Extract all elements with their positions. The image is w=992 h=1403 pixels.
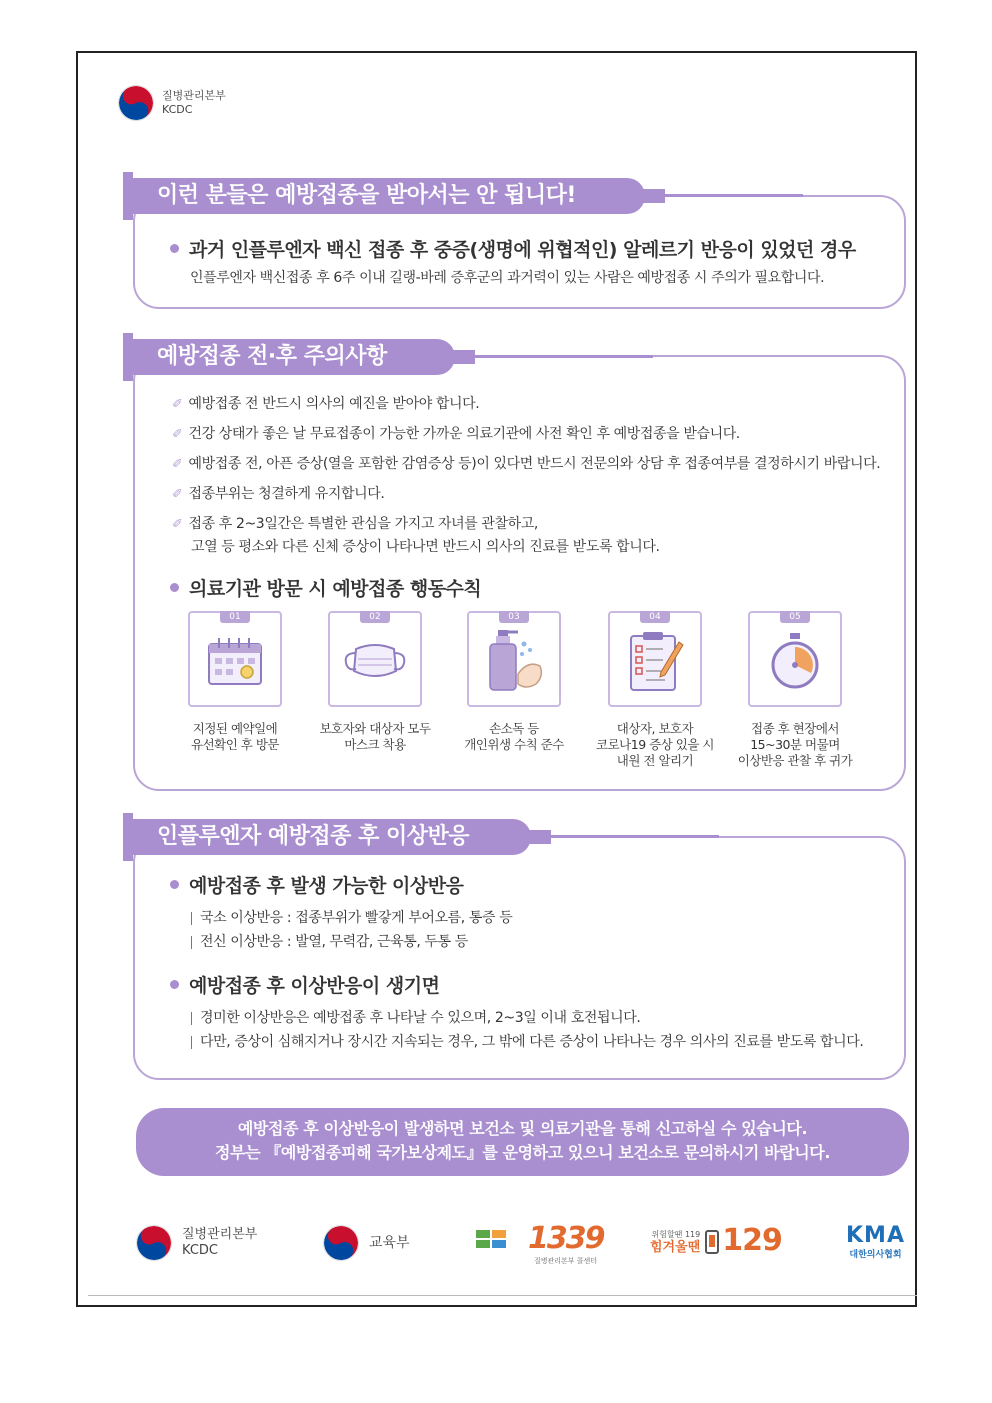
phone-icon (704, 1227, 720, 1255)
page-bottom-rule (88, 1295, 917, 1296)
taegeuk-emblem-icon (136, 1225, 172, 1261)
visit-step-1 (188, 611, 282, 753)
step-number: 02 (360, 611, 390, 623)
taegeuk-emblem-icon (118, 85, 154, 121)
visit-rules-heading: 의료기관 방문 시 예방접종 행동수칙 (170, 574, 481, 601)
syringe-needle (549, 835, 719, 838)
syringe-plunger (123, 172, 133, 220)
contraindication-heading: 과거 인플루엔자 백신 접종 후 중증(생명에 위협적인) 알레르기 반응이 있었던 경우 (170, 235, 856, 262)
footer-moe-logo (323, 1225, 410, 1261)
step-number: 05 (780, 611, 810, 623)
step-number: 01 (220, 611, 250, 623)
syringe-needle-base (453, 350, 475, 364)
footer-129-logo (650, 1223, 782, 1258)
syringe-plunger (123, 333, 133, 381)
step-caption: 손소독 등 개인위생 수칙 준수 (464, 721, 564, 752)
precaution-item: ✐ 예방접종 전 반드시 의사의 예진을 받아야 합니다. (172, 396, 480, 412)
precaution-item: ✐ 접종 후 2~3일간은 특별한 관심을 가지고 자녀를 관찰하고, (172, 516, 538, 532)
precaution-item-continued: 고열 등 평소와 다른 신체 증상이 나타나면 반드시 의사의 진료를 받도록 합니다. (191, 539, 660, 555)
hotline-caption: 질병관리본부 콜센터 (534, 1257, 598, 1265)
possible-reactions-heading: 예방접종 후 발생 가능한 이상반응 (170, 871, 463, 898)
bullet-dot-icon (170, 583, 179, 592)
precautions-title: 예방접종 전·후 주의사항 (133, 339, 455, 375)
reaction-guidance-line: 경미한 이상반응은 예방접종 후 나타날 수 있으며, 2~3일 이내 호전됩니다. (191, 1007, 640, 1027)
checklist-icon (625, 628, 685, 698)
kma-name: 대한의사협회 (849, 1250, 902, 1260)
step-number: 03 (499, 611, 529, 623)
pencil-icon: ✐ (172, 427, 183, 442)
stopwatch-icon (767, 631, 823, 695)
syringe-needle-base (643, 189, 665, 203)
notice-line-1: 예방접종 후 이상반응이 발생하면 보건소 및 의료기관을 통해 신고하실 수 있습니다. (237, 1119, 808, 1138)
reaction-line: 전신 이상반응 : 발열, 무력감, 근육통, 두통 등 (191, 931, 468, 951)
bullet-dot-icon (170, 244, 179, 253)
hotline-number: 1339 (528, 1221, 604, 1256)
step-caption: 보호자와 대상자 모두 마스크 착용 (319, 721, 431, 752)
hand-sanitizer-icon (482, 626, 546, 700)
bullet-dot-icon (170, 880, 179, 889)
contraindication-title: 이런 분들은 예방접종을 받아서는 안 됩니다! (133, 178, 645, 214)
footer-moe-name: 교육부 (369, 1235, 410, 1251)
adverse-reactions-title: 인플루엔자 예방접종 후 이상반응 (133, 819, 531, 855)
pencil-icon: ✐ (172, 457, 183, 472)
syringe-needle (473, 355, 653, 358)
document-page (76, 51, 917, 1307)
step-caption: 접종 후 현장에서 15~30분 머물며 이상반응 관찰 후 귀가 (737, 721, 853, 768)
rescue-big-text: 힘겨울땐 (650, 1239, 701, 1255)
syringe-needle (663, 194, 803, 197)
precaution-item: ✐ 건강 상태가 좋은 날 무료접종이 가능한 가까운 의료기관에 사전 확인 후 예방접종을 받습니다. (172, 426, 740, 442)
precaution-item: ✐ 접종부위는 청결하게 유지합니다. (172, 486, 385, 502)
precaution-item: ✐ 예방접종 전, 아픈 증상(열을 포함한 감염증상 등)이 있다면 반드시 전문의와 상담 후 접종여부를 결정하시기 바랍니다. (172, 456, 881, 472)
visit-step-5 (737, 611, 853, 769)
hotline-badge-icon (476, 1228, 528, 1250)
org-name-kr: 질병관리본부 (162, 89, 226, 102)
rescue-small-text: 위험할땐 119 (651, 1229, 701, 1239)
reaction-line: 국소 이상반응 : 접종부위가 빨갛게 부어오름, 통증 등 (191, 907, 512, 927)
step-caption: 대상자, 보호자 코로나19 증상 있을 시 내원 전 알리기 (596, 721, 714, 768)
kma-logo-text: KMA (846, 1223, 905, 1248)
notice-line-2: 정부는 『예방접종피해 국가보상제도』를 운영하고 있으니 보건소로 문의하시기 바랍니다. (214, 1143, 831, 1162)
taegeuk-emblem-icon (323, 1225, 359, 1261)
pencil-icon: ✐ (172, 397, 183, 412)
syringe-needle-base (529, 830, 551, 844)
visit-step-4 (596, 611, 714, 769)
footer-kcdc-logo (136, 1225, 257, 1261)
footer-kcdc-name-kr: 질병관리본부 (182, 1227, 258, 1242)
kcdc-logo (118, 85, 226, 121)
bullet-dot-icon (170, 980, 179, 989)
visit-step-3 (464, 611, 564, 753)
visit-step-2 (319, 611, 431, 753)
contraindication-note: 인플루엔자 백신접종 후 6주 이내 길랭-바레 증후군의 과거력이 있는 사람은 예방접종 시 주의가 필요합니다. (190, 270, 825, 286)
if-reaction-heading: 예방접종 후 이상반응이 생기면 (170, 971, 439, 998)
rescue-number: 129 (722, 1223, 782, 1258)
footer-kcdc-name-en: KCDC (182, 1243, 218, 1258)
mask-icon (342, 639, 408, 687)
syringe-plunger (123, 813, 133, 861)
reaction-guidance-line: 다만, 증상이 심해지거나 장시간 지속되는 경우, 그 밖에 다른 증상이 나타나는 경우 의사의 진료를 받도록 합니다. (191, 1031, 863, 1051)
footer-1339-logo (476, 1221, 604, 1266)
calendar-icon (205, 634, 265, 692)
org-name-en: KCDC (162, 103, 193, 116)
pencil-icon: ✐ (172, 487, 183, 502)
footer-kma-logo (846, 1225, 905, 1260)
step-number: 04 (640, 611, 670, 623)
step-caption: 지정된 예약일에 유선확인 후 방문 (191, 721, 279, 752)
pencil-icon: ✐ (172, 517, 183, 532)
compensation-notice (136, 1108, 909, 1176)
